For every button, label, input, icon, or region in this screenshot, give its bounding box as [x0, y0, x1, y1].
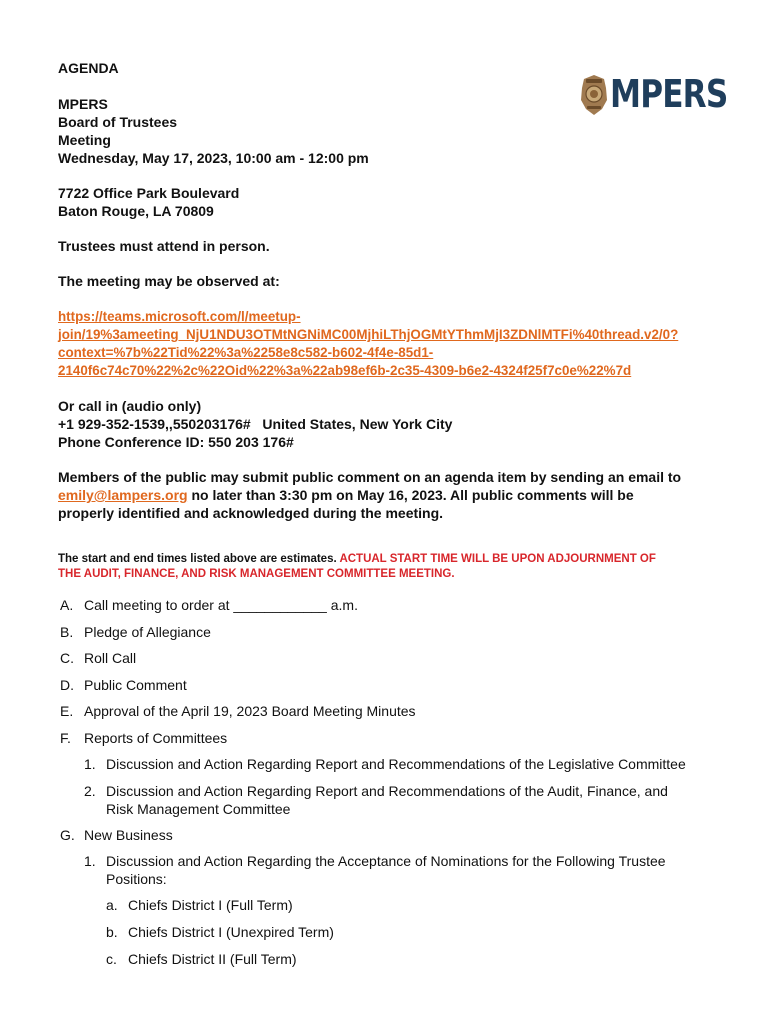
agenda-subitem: [58, 782, 738, 826]
page-title: AGENDA: [58, 60, 119, 76]
public-comment-text: no later than 3:30 pm on May 16, 2023. All public comments will be: [187, 487, 634, 503]
item-label: C.: [60, 650, 74, 666]
agenda-subsubitem: [58, 950, 738, 977]
board-name: Board of Trustees: [58, 114, 178, 130]
teams-link-line[interactable]: join/19%3ameeting_NjU1NDU3OTMtNGNiMC00MjhiLThjOGMtYThmMjI3ZDNlMTFi%40thread.v2/0?: [58, 327, 679, 342]
item-text-line: Risk Management Committee: [106, 800, 291, 817]
public-comment-line: properly identified and acknowledged during the meeting.: [58, 505, 444, 521]
observe-note: The meeting may be observed at:: [58, 273, 280, 289]
address-line-1: 7722 Office Park Boulevard: [58, 185, 240, 201]
item-text: Chiefs District II (Full Term): [128, 951, 297, 967]
agenda-subsubitem: [58, 896, 738, 923]
item-text: Approval of the April 19, 2023 Board Meeting Minutes: [84, 703, 416, 719]
item-text: Roll Call: [84, 650, 137, 666]
conference-id: Phone Conference ID: 550 203 176#: [58, 434, 294, 450]
item-text-line: Discussion and Action Regarding Report and Recommendations of the Audit, Finance, and: [106, 782, 668, 799]
teams-link-line[interactable]: 2140f6c74c70%22%2c%22Oid%22%3a%22ab98ef6b-2c35-4309-b6e2-4324f25f7c0e%22%7d: [58, 363, 632, 378]
timing-note-text: The start and end times listed above are estimates.: [58, 553, 340, 565]
call-in-number: +1 929-352-1539,,550203176# United States, New York City: [58, 416, 453, 432]
item-label: F.: [60, 729, 71, 746]
item-text-line: Discussion and Action Regarding the Acceptance of Nominations for the Following Trustee: [106, 853, 666, 869]
agenda-item: [58, 649, 738, 676]
item-text: [106, 852, 726, 888]
call-in-label: Or call in (audio only): [58, 398, 202, 414]
agenda-item: [58, 596, 738, 623]
item-label: c.: [106, 951, 117, 967]
teams-link-line[interactable]: context=%7b%22Tid%22%3a%2258e8c582-b602-4f4e-85d1-: [58, 345, 434, 360]
agenda-subsubitem: [58, 923, 738, 950]
badge-icon: [580, 74, 608, 116]
email-link[interactable]: emily@lampers.org: [58, 487, 188, 503]
item-label: 2.: [84, 782, 96, 799]
timing-note-warning: ACTUAL START TIME WILL BE UPON ADJOURNMENT OF: [339, 553, 656, 565]
item-label: 1.: [84, 853, 96, 869]
item-label: B.: [60, 623, 74, 640]
item-label: b.: [106, 924, 118, 940]
timing-note: [58, 552, 728, 582]
item-label: A.: [60, 597, 74, 613]
agenda-item: [58, 729, 738, 756]
agenda-subitem: [58, 852, 738, 896]
item-text: [106, 782, 726, 818]
agenda-subitem: [58, 755, 738, 782]
item-text: New Business: [84, 826, 173, 843]
public-comment-line: Members of the public may submit public comment on an agenda item by sending an email to: [58, 469, 682, 485]
item-label: D.: [60, 676, 74, 693]
teams-link[interactable]: [58, 308, 678, 380]
agenda-item: [58, 676, 738, 703]
item-text: Chiefs District I (Full Term): [128, 897, 293, 913]
org-name: MPERS: [58, 96, 108, 112]
item-label: 1.: [84, 756, 96, 772]
timing-note-warning: THE AUDIT, FINANCE, AND RISK MANAGEMENT COMMITTEE MEETING.: [58, 568, 455, 580]
logo-text: MPERS: [610, 72, 728, 116]
item-text: Public Comment: [84, 676, 187, 693]
mpers-logo: [580, 72, 728, 118]
item-text: Reports of Committees: [84, 729, 228, 746]
public-comment-line: [58, 486, 634, 504]
item-label: G.: [60, 826, 75, 843]
item-text: Pledge of Allegiance: [84, 623, 211, 640]
meeting-label: Meeting: [58, 132, 111, 148]
agenda-list: [58, 596, 738, 977]
teams-link-line[interactable]: https://teams.microsoft.com/l/meetup-: [58, 309, 301, 324]
item-label: a.: [106, 897, 118, 913]
item-text: Chiefs District I (Unexpired Term): [128, 924, 334, 940]
item-label: E.: [60, 703, 74, 719]
agenda-item: [58, 702, 738, 729]
agenda-item: [58, 826, 738, 853]
item-text-line: Positions:: [106, 871, 167, 887]
meeting-datetime: Wednesday, May 17, 2023, 10:00 am - 12:00 pm: [58, 150, 369, 166]
item-text: Discussion and Action Regarding Report and Recommendations of the Legislative Committee: [106, 756, 686, 772]
address-line-2: Baton Rouge, LA 70809: [58, 203, 214, 219]
item-text: Call meeting to order at ____________ a.m.: [84, 597, 358, 613]
attendance-note: Trustees must attend in person.: [58, 238, 270, 254]
agenda-item: [58, 623, 738, 650]
